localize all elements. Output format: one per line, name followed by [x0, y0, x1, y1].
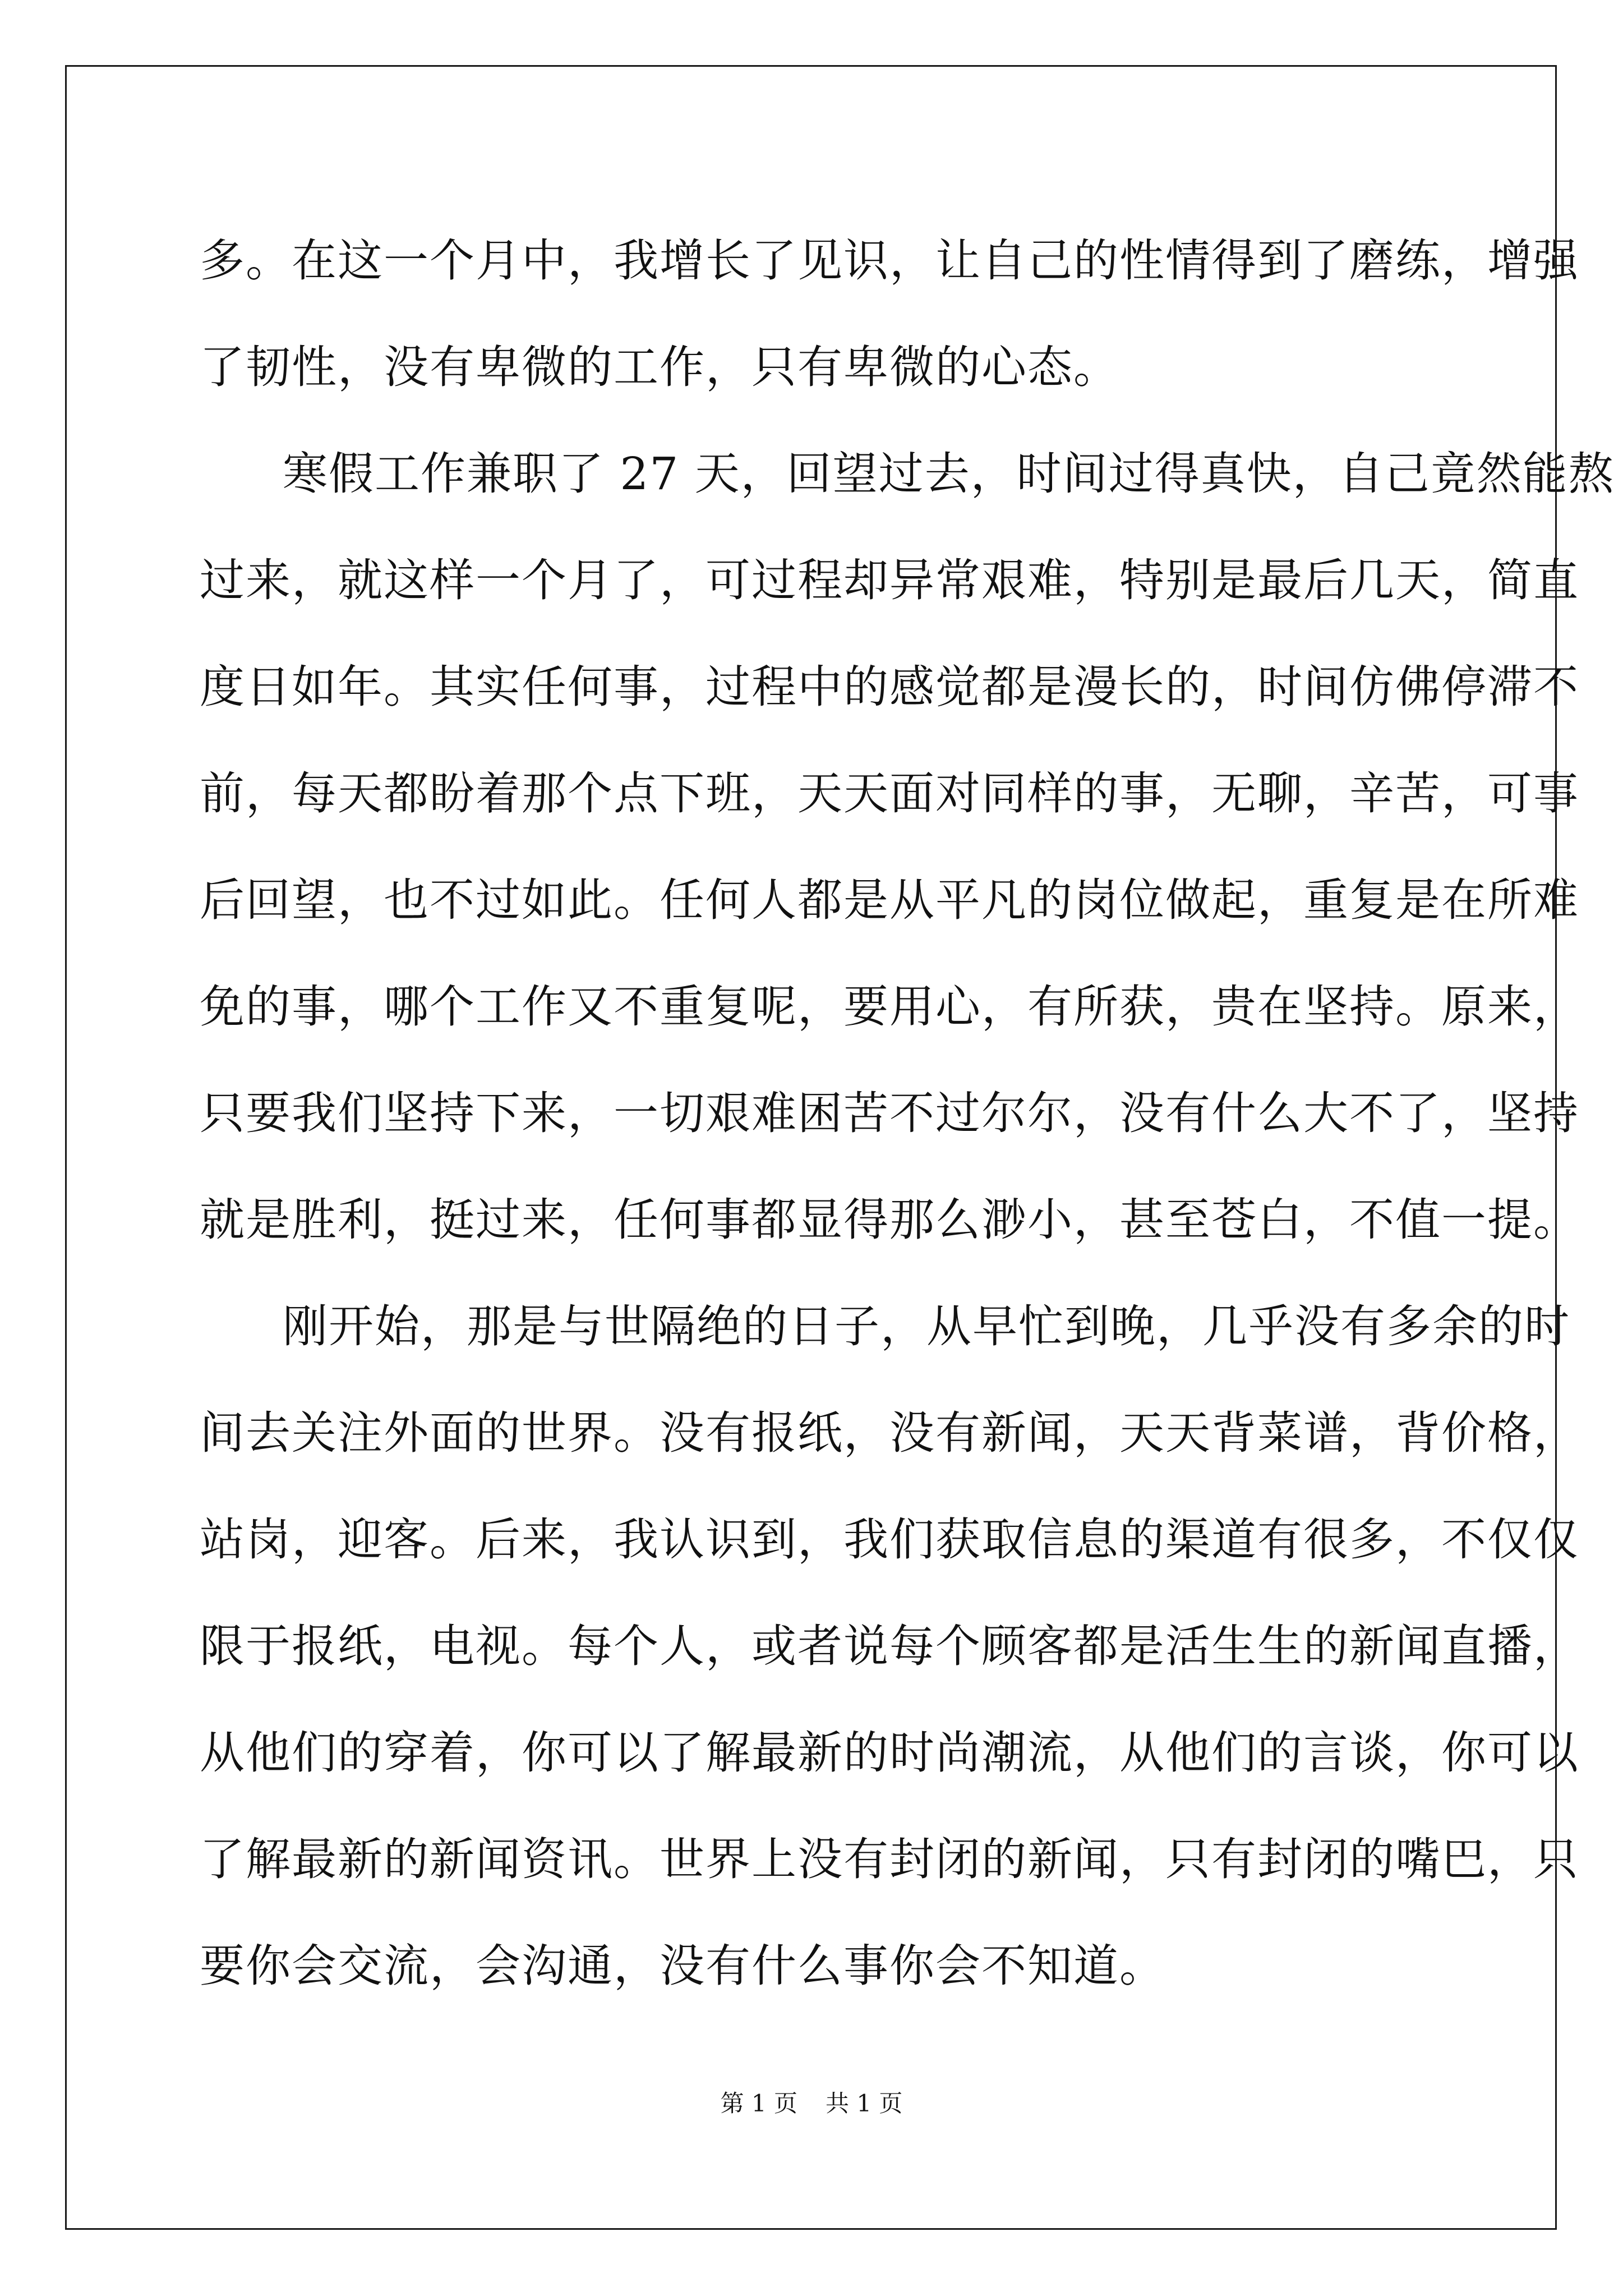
text-line: 站岗，迎客。后来，我认识到，我们获取信息的渠道有很多，不仅仅 [200, 1513, 1579, 1566]
page-number: 第 1 页 [720, 2090, 797, 2117]
text-line: 后回望，也不过如此。任何人都是从平凡的岗位做起，重复是在所难 [200, 874, 1579, 926]
text-line: 了解最新的新闻资讯。世界上没有封闭的新闻，只有封闭的嘴巴，只 [200, 1833, 1579, 1885]
text-line: 就是胜利，挺过来，任何事都显得那么渺小，甚至苍白，不值一提。 [200, 1194, 1579, 1246]
text-line: 度日如年。其实任何事，过程中的感觉都是漫长的，时间仿佛停滞不 [200, 661, 1579, 713]
text-line: 从他们的穿着，你可以了解最新的时尚潮流，从他们的言谈，你可以 [200, 1727, 1579, 1779]
text-line: 要你会交流，会沟通，没有什么事你会不知道。 [200, 1940, 1165, 1992]
text-line: 了韧性，没有卑微的工作，只有卑微的心态。 [200, 341, 1119, 393]
text-line: 间去关注外面的世界。没有报纸，没有新闻，天天背菜谱，背价格， [200, 1407, 1579, 1459]
text-line: 多。在这一个月中，我增长了见识，让自己的性情得到了磨练，增强 [200, 234, 1579, 287]
text-line: 免的事，哪个工作又不重复呢，要用心，有所获，贵在坚持。原来， [200, 981, 1579, 1033]
page-footer [0, 2087, 1623, 2120]
document-body [200, 208, 1615, 2019]
page-total: 共 1 页 [826, 2090, 903, 2117]
text-line: 只要我们坚持下来，一切艰难困苦不过尔尔，没有什么大不了，坚持 [200, 1087, 1579, 1139]
text-line: 寒假工作兼职了 27 天，回望过去，时间过得真快，自己竟然能熬 [283, 448, 1615, 500]
text-line: 过来，就这样一个月了，可过程却异常艰难，特别是最后几天，简直 [200, 554, 1579, 606]
text-line: 限于报纸，电视。每个人，或者说每个顾客都是活生生的新闻直播， [200, 1620, 1579, 1672]
text-line: 刚开始，那是与世隔绝的日子，从早忙到晚，几乎没有多余的时 [283, 1300, 1570, 1352]
text-line: 前，每天都盼着那个点下班，天天面对同样的事，无聊，辛苦，可事 [200, 767, 1579, 820]
